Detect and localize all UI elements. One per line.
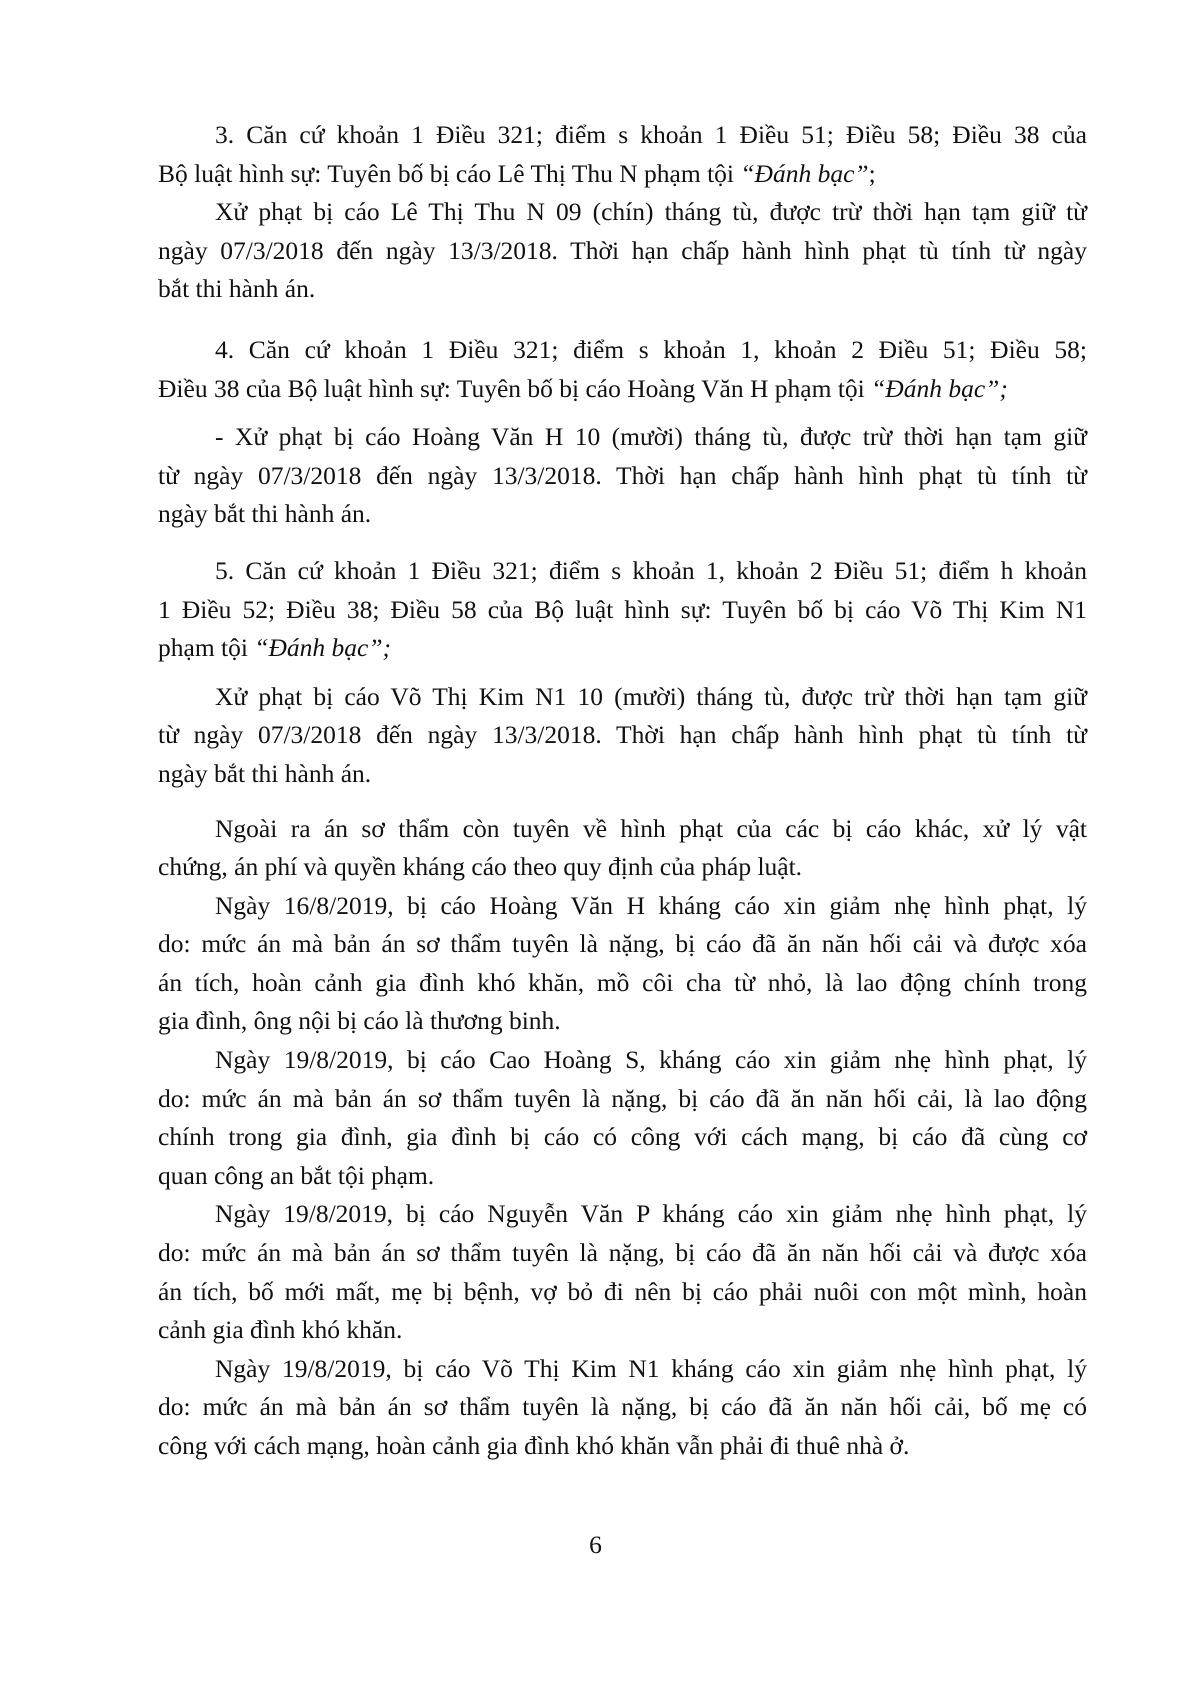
italic-quote: “Đánh bạc”; bbox=[254, 633, 392, 663]
text-segment: ; bbox=[868, 158, 876, 188]
text-line: do: mức án mà bản án sơ thẩm tuyên là nặng, bị cáo đã ăn năn hối cải, bố mẹ có bbox=[158, 1392, 1087, 1422]
text-segment: phạm tội bbox=[158, 633, 255, 663]
text-line: do: mức án mà bản án sơ thẩm tuyên là nặng, bị cáo đã ăn năn hối cải và được xóa bbox=[158, 929, 1087, 959]
text-line: Xử phạt bị cáo Võ Thị Kim N1 10 (mười) tháng tù, được trừ thời hạn tạm giữ bbox=[215, 681, 1087, 711]
text-line: từ ngày 07/3/2018 đến ngày 13/3/2018. Thời hạn chấp hành hình phạt tù tính từ bbox=[158, 460, 1087, 490]
paragraph bbox=[158, 887, 1087, 1041]
paragraph bbox=[158, 678, 1087, 794]
text-line: chính trong gia đình, gia đình bị cáo có công với cách mạng, bị cáo đã cùng cơ bbox=[158, 1122, 1087, 1152]
text-line: ngày 07/3/2018 đến ngày 13/3/2018. Thời hạn chấp hành hình phạt tù tính từ ngày bbox=[158, 235, 1087, 265]
text-line bbox=[158, 370, 1087, 409]
italic-quote: “Đánh bạc”; bbox=[871, 373, 1008, 403]
italic-quote: “Đánh bạc” bbox=[740, 158, 869, 188]
text-line: ngày bắt thi hành án. bbox=[158, 499, 372, 529]
text-line: án tích, hoàn cảnh gia đình khó khăn, mồ côi cha từ nhỏ, là lao động chính trong bbox=[158, 967, 1087, 997]
text-line: quan công an bắt tội phạm. bbox=[158, 1160, 435, 1190]
page-number: 6 bbox=[589, 1530, 602, 1559]
text-line: do: mức án mà bản án sơ thẩm tuyên là nặng, bị cáo đã ăn năn hối cải, là lao động bbox=[158, 1083, 1087, 1113]
text-line: Ngoài ra án sơ thẩm còn tuyên về hình phạt của các bị cáo khác, xử lý vật bbox=[215, 813, 1087, 843]
text-line: từ ngày 07/3/2018 đến ngày 13/3/2018. Thời hạn chấp hành hình phạt tù tính từ bbox=[158, 720, 1087, 750]
paragraph bbox=[158, 116, 1087, 193]
document-body bbox=[158, 116, 1087, 1466]
text-line bbox=[158, 629, 1087, 668]
text-line: án tích, bố mới mất, mẹ bị bệnh, vợ bỏ đi nên bị cáo phải nuôi con một mình, hoàn bbox=[158, 1276, 1087, 1306]
text-line: chứng, án phí và quyền kháng cáo theo quy định của pháp luật. bbox=[158, 852, 803, 882]
text-segment: Bộ luật hình sự: Tuyên bố bị cáo Lê Thị Thu N phạm tội bbox=[158, 158, 741, 188]
text-line: Ngày 19/8/2019, bị cáo Nguyễn Văn P kháng cáo xin giảm nhẹ hình phạt, lý bbox=[215, 1199, 1087, 1229]
paragraph bbox=[158, 418, 1087, 534]
text-line: Ngày 19/8/2019, bị cáo Võ Thị Kim N1 kháng cáo xin giảm nhẹ hình phạt, lý bbox=[215, 1353, 1087, 1383]
text-segment: Điều 38 của Bộ luật hình sự: Tuyên bố bị cáo Hoàng Văn H phạm tội bbox=[158, 373, 872, 403]
paragraph bbox=[158, 1195, 1087, 1349]
text-line: Ngày 16/8/2019, bị cáo Hoàng Văn H kháng cáo xin giảm nhẹ hình phạt, lý bbox=[215, 890, 1087, 920]
text-line: 3. Căn cứ khoản 1 Điều 321; điểm s khoản 1 Điều 51; Điều 58; Điều 38 của bbox=[215, 120, 1087, 149]
paragraph bbox=[158, 193, 1087, 309]
text-line: gia đình, ông nội bị cáo là thương binh. bbox=[158, 1006, 561, 1036]
text-line: 1 Điều 52; Điều 38; Điều 58 của Bộ luật hình sự: Tuyên bố bị cáo Võ Thị Kim N1 bbox=[158, 594, 1087, 624]
paragraph bbox=[158, 1041, 1087, 1195]
text-line: ngày bắt thi hành án. bbox=[158, 758, 372, 788]
paragraph bbox=[158, 810, 1087, 887]
text-line: - Xử phạt bị cáo Hoàng Văn H 10 (mười) tháng tù, được trừ thời hạn tạm giữ bbox=[215, 422, 1087, 452]
text-line: bắt thi hành án. bbox=[158, 274, 316, 304]
text-line: Xử phạt bị cáo Lê Thị Thu N 09 (chín) tháng tù, được trừ thời hạn tạm giữ từ bbox=[215, 197, 1087, 227]
paragraph bbox=[158, 552, 1087, 668]
text-line: cảnh gia đình khó khăn. bbox=[158, 1315, 403, 1345]
text-line: 5. Căn cứ khoản 1 Điều 321; điểm s khoản 1, khoản 2 Điều 51; điểm h khoản bbox=[215, 555, 1087, 585]
text-line bbox=[158, 155, 1087, 194]
text-line: công với cách mạng, hoàn cảnh gia đình khó khăn vẫn phải đi thuê nhà ở. bbox=[158, 1431, 910, 1460]
text-line: Ngày 19/8/2019, bị cáo Cao Hoàng S, kháng cáo xin giảm nhẹ hình phạt, lý bbox=[215, 1045, 1087, 1075]
text-line: do: mức án mà bản án sơ thẩm tuyên là nặng, bị cáo đã ăn năn hối cải và được xóa bbox=[158, 1238, 1087, 1268]
text-line: 4. Căn cứ khoản 1 Điều 321; điểm s khoản 1, khoản 2 Điều 51; Điều 58; bbox=[215, 334, 1087, 364]
paragraph bbox=[158, 331, 1087, 408]
paragraph bbox=[158, 1350, 1087, 1466]
